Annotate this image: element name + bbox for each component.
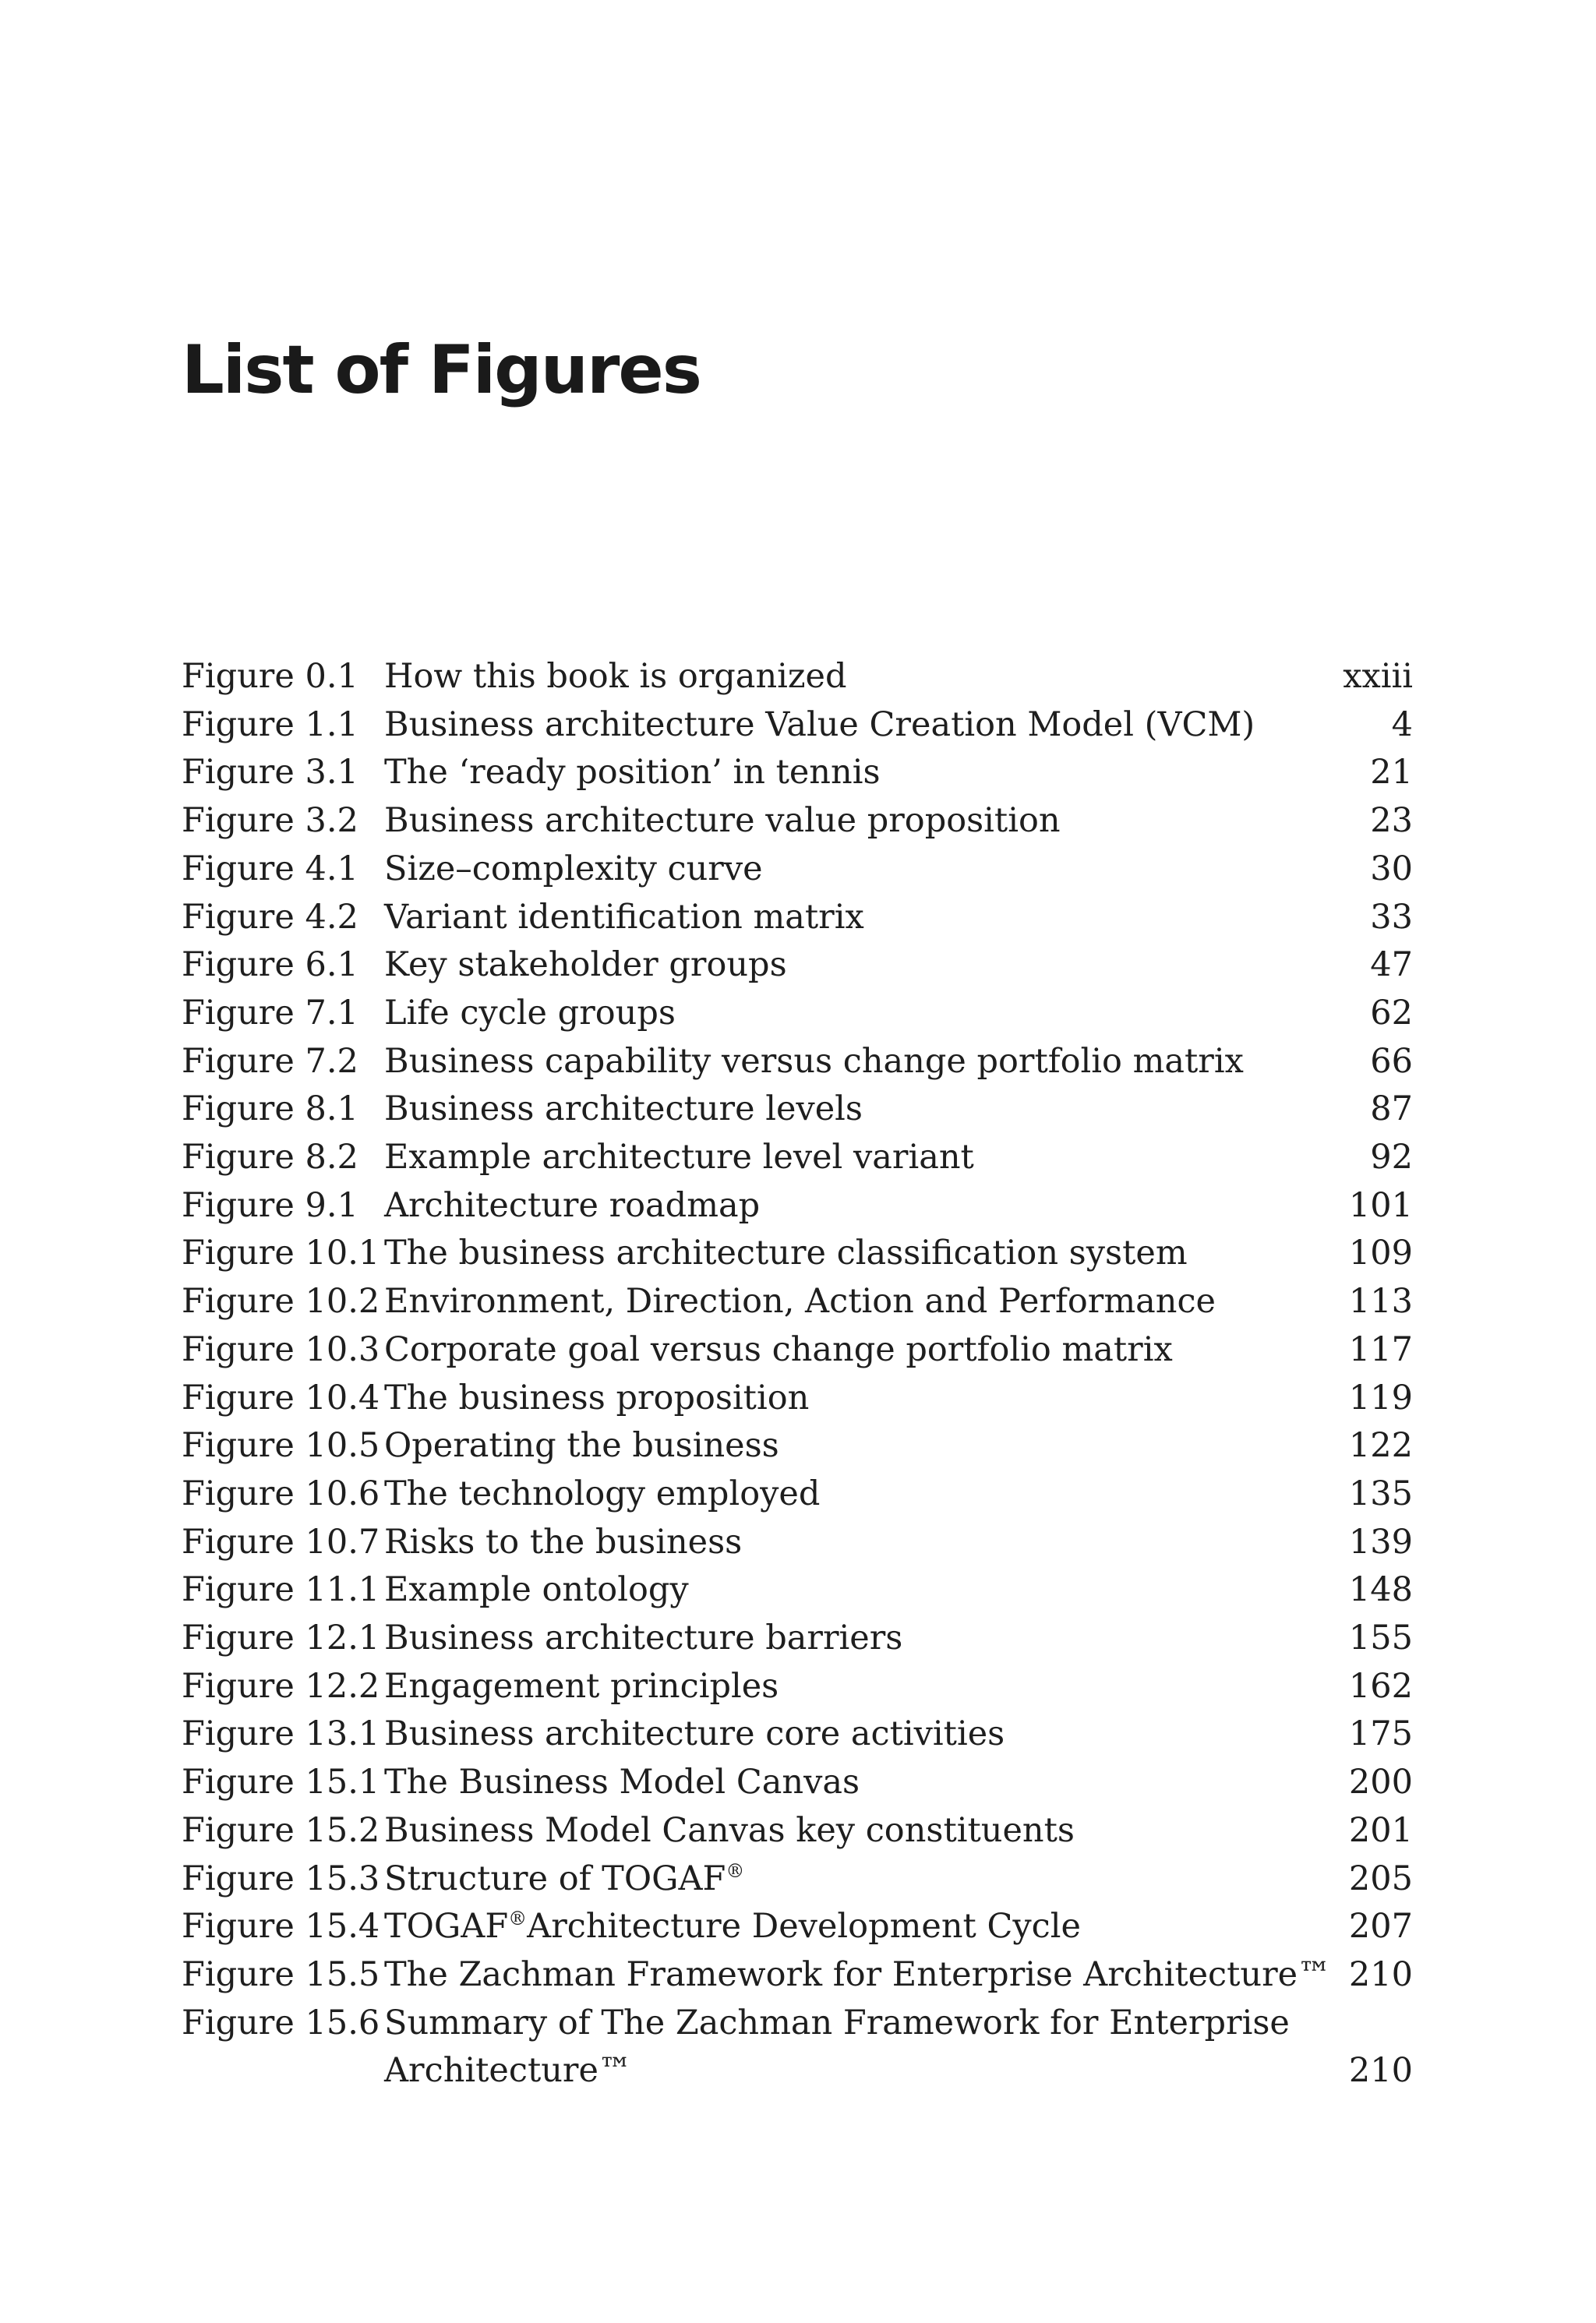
figure-number: Figure 13.1 [182, 1714, 380, 1754]
figure-title: Operating the business [384, 1426, 779, 1466]
figure-title: Business Model Canvas key constituents [384, 1810, 1075, 1850]
figure-title: Risks to the business [384, 1522, 743, 1562]
figure-page-number: 4 [1391, 704, 1413, 744]
figure-title [384, 1855, 1349, 1904]
figure-title: The ‘ready position’ in tennis [384, 753, 881, 793]
figure-entry [182, 1807, 1413, 1855]
figure-title-line: Architecture™ [384, 2051, 632, 2091]
figure-number: Figure 4.2 [182, 897, 358, 937]
figure-entry [182, 894, 1413, 942]
registered-mark: ® [726, 1859, 745, 1882]
figure-title: The Business Model Canvas [384, 1763, 860, 1802]
figure-number: Figure 10.3 [182, 1329, 380, 1369]
figure-entry [182, 701, 1413, 750]
figure-entry [182, 941, 1413, 990]
figure-title: Business architecture Value Creation Model (VCM) [384, 704, 1255, 744]
figure-page-number: 62 [1370, 993, 1413, 1033]
figure-title: Key stakeholder groups [384, 945, 787, 985]
figure-number: Figure 12.2 [182, 1666, 380, 1706]
figure-entry [182, 1278, 1413, 1326]
figure-entry [182, 1903, 1413, 1951]
figure-entry [182, 1086, 1413, 1134]
figure-entry [182, 1038, 1413, 1086]
figure-title: Business architecture levels [384, 1089, 863, 1129]
figure-page-number: 87 [1370, 1089, 1413, 1129]
figure-title: Engagement principles [384, 1666, 779, 1706]
figure-page-number: xxiii [1343, 657, 1413, 696]
figure-number: Figure 10.6 [182, 1474, 380, 1513]
figure-entry [182, 1566, 1413, 1615]
figure-page-number: 175 [1348, 1714, 1413, 1754]
figure-page-number: 117 [1348, 1329, 1413, 1369]
figure-title: The Zachman Framework for Enterprise Architecture™ [384, 1954, 1332, 1994]
figure-number: Figure 10.7 [182, 1522, 380, 1562]
figure-number: Figure 6.1 [182, 945, 358, 985]
figure-number: Figure 4.1 [182, 849, 358, 888]
figure-title: Corporate goal versus change portfolio matrix [384, 1329, 1173, 1369]
figure-title-text: Structure of TOGAF [384, 1859, 726, 1898]
figure-entry [182, 846, 1413, 894]
figure-page-number: 139 [1348, 1522, 1413, 1562]
figure-entry [182, 1710, 1413, 1759]
figure-page-number: 210 [1348, 2051, 1413, 2091]
figure-title: Business architecture core activities [384, 1714, 1005, 1754]
figure-number: Figure 3.1 [182, 753, 358, 793]
figure-page-number: 122 [1348, 1426, 1413, 1466]
figure-page-number: 30 [1370, 849, 1413, 888]
figure-title: Variant identification matrix [384, 897, 864, 937]
figure-page-number: 23 [1370, 801, 1413, 841]
figure-title [384, 2000, 1349, 2095]
figure-number: Figure 15.6 [182, 2003, 380, 2042]
figure-page-number: 200 [1348, 1763, 1413, 1802]
figure-title-prefix: TOGAF [384, 1907, 509, 1947]
figure-entry [182, 1663, 1413, 1711]
figure-title: Size–complexity curve [384, 849, 763, 888]
figure-number: Figure 1.1 [182, 704, 358, 744]
figure-number: Figure 0.1 [182, 657, 358, 696]
figure-entry [182, 653, 1413, 701]
figure-list [182, 653, 1413, 2095]
figure-entry [182, 1422, 1413, 1470]
figure-entry [182, 797, 1413, 846]
figure-title [384, 1903, 1349, 1951]
figure-number: Figure 15.4 [182, 1907, 380, 1947]
figure-number: Figure 10.1 [182, 1234, 380, 1273]
figure-page-number: 155 [1348, 1619, 1413, 1658]
registered-mark: ® [508, 1908, 528, 1930]
figure-page-number: 207 [1348, 1907, 1413, 1947]
figure-title-text: Architecture Development Cycle [527, 1907, 1081, 1947]
figure-page-number: 210 [1348, 1954, 1413, 1994]
figure-title-line: Summary of The Zachman Framework for Enterprise [384, 2003, 1290, 2042]
figure-entry [182, 1615, 1413, 1663]
figure-entry [182, 1230, 1413, 1278]
figure-entry [182, 1182, 1413, 1230]
figure-number: Figure 7.1 [182, 993, 358, 1033]
figure-number: Figure 15.5 [182, 1954, 380, 1994]
figure-entry [182, 1759, 1413, 1807]
figure-title: Example ontology [384, 1570, 689, 1610]
figure-number: Figure 11.1 [182, 1570, 380, 1610]
figure-number: Figure 3.2 [182, 801, 358, 841]
figure-page-number: 162 [1348, 1666, 1413, 1706]
figure-page-number: 135 [1348, 1474, 1413, 1513]
figure-page-number: 109 [1348, 1234, 1413, 1273]
figure-number: Figure 15.1 [182, 1763, 380, 1802]
figure-page-number: 113 [1348, 1282, 1413, 1322]
figure-page-number: 33 [1370, 897, 1413, 937]
figure-number: Figure 10.4 [182, 1378, 380, 1417]
figure-entry [182, 1375, 1413, 1423]
figure-title: The business proposition [384, 1378, 810, 1417]
figure-page-number: 201 [1348, 1810, 1413, 1850]
figure-number: Figure 12.1 [182, 1619, 380, 1658]
figure-entry [182, 1326, 1413, 1375]
figure-page-number: 47 [1370, 945, 1413, 985]
figure-title: Business capability versus change portfolio matrix [384, 1041, 1244, 1081]
figure-number: Figure 7.2 [182, 1041, 358, 1081]
figure-page-number: 66 [1370, 1041, 1413, 1081]
figure-entry [182, 1470, 1413, 1519]
figure-entry [182, 749, 1413, 797]
figure-title: The business architecture classification system [384, 1234, 1188, 1273]
figure-entry [182, 1855, 1413, 1904]
figure-page-number: 148 [1348, 1570, 1413, 1610]
figure-title: The technology employed [384, 1474, 821, 1513]
figure-title: Life cycle groups [384, 993, 676, 1033]
figure-title: Business architecture barriers [384, 1619, 903, 1658]
figure-title: Business architecture value proposition [384, 801, 1061, 841]
page-title: List of Figures [182, 331, 701, 409]
figure-title: Environment, Direction, Action and Performance [384, 1282, 1216, 1322]
figure-number: Figure 9.1 [182, 1185, 358, 1225]
figure-number: Figure 8.2 [182, 1138, 358, 1177]
figure-page-number: 101 [1348, 1185, 1413, 1225]
figure-entry [182, 990, 1413, 1038]
figure-title: Architecture roadmap [384, 1185, 761, 1225]
figure-entry [182, 2000, 1413, 2095]
figure-number: Figure 15.2 [182, 1810, 380, 1850]
figure-title: Example architecture level variant [384, 1138, 974, 1177]
figure-number: Figure 15.3 [182, 1859, 380, 1898]
figure-page-number: 21 [1370, 753, 1413, 793]
figure-page-number: 119 [1348, 1378, 1413, 1417]
figure-entry [182, 1519, 1413, 1567]
figure-number: Figure 10.2 [182, 1282, 380, 1322]
figure-page-number: 92 [1370, 1138, 1413, 1177]
figure-number: Figure 10.5 [182, 1426, 380, 1466]
figure-number: Figure 8.1 [182, 1089, 358, 1129]
figure-page-number: 205 [1348, 1859, 1413, 1898]
figure-entry [182, 1134, 1413, 1182]
figure-entry [182, 1951, 1413, 2000]
figure-title: How this book is organized [384, 657, 847, 696]
